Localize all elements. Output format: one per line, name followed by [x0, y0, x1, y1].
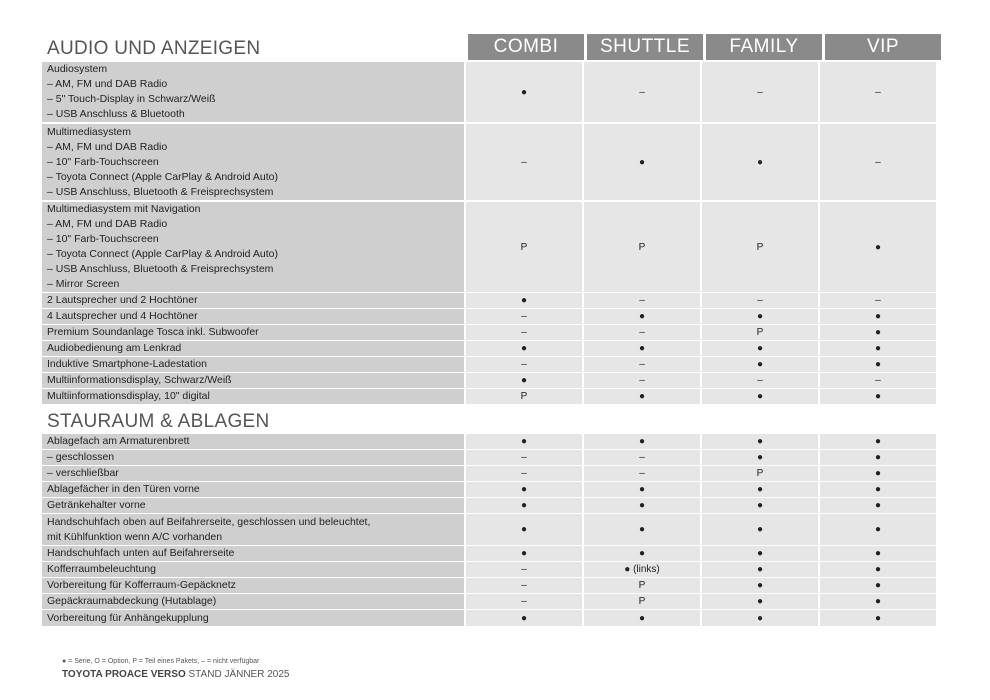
row-value-shuttle: – [584, 62, 700, 122]
table-row [42, 610, 942, 626]
row-value-shuttle: ● (links) [584, 562, 700, 577]
table-row [42, 202, 942, 292]
table-row [42, 546, 942, 561]
row-value-combi: – [466, 309, 582, 324]
row-value-shuttle: ● [584, 389, 700, 404]
row-value-combi: – [466, 578, 582, 593]
brand-name: TOYOTA PROACE VERSO [62, 669, 186, 680]
row-value-shuttle: ● [584, 124, 700, 200]
row-value-vip: ● [820, 514, 936, 545]
row-value-vip: ● [820, 562, 936, 577]
row-value-vip: ● [820, 610, 936, 626]
row-value-combi: ● [466, 62, 582, 122]
row-value-shuttle: – [584, 293, 700, 308]
row-label: Handschuhfach oben auf Beifahrerseite, geschlossen und beleuchtet, mit Kühlfunktion wenn A/C vorhanden [42, 514, 464, 545]
row-value-family: ● [702, 434, 818, 449]
row-value-family: ● [702, 389, 818, 404]
row-value-vip: ● [820, 357, 936, 372]
row-value-shuttle: – [584, 373, 700, 388]
row-value-family: ● [702, 357, 818, 372]
row-value-family: – [702, 293, 818, 308]
row-value-shuttle: P [584, 202, 700, 292]
row-value-vip: ● [820, 309, 936, 324]
row-value-combi: – [466, 450, 582, 465]
row-label: Gepäckraumabdeckung (Hutablage) [42, 594, 464, 609]
row-value-family: ● [702, 309, 818, 324]
row-label: Kofferraumbeleuchtung [42, 562, 464, 577]
row-label: Audiosystem – AM, FM und DAB Radio – 5" Touch-Display in Schwarz/Weiß – USB Anschluss & Bluetooth [42, 62, 464, 122]
row-value-family: ● [702, 610, 818, 626]
row-value-vip: ● [820, 498, 936, 513]
row-value-family: P [702, 325, 818, 340]
row-value-family: P [702, 466, 818, 481]
column-header-combi: COMBI [468, 34, 584, 60]
row-value-vip: – [820, 124, 936, 200]
row-label: 2 Lautsprecher und 2 Hochtöner [42, 293, 464, 308]
column-header-family: FAMILY [706, 34, 822, 60]
row-label: Multiinformationsdisplay, Schwarz/Weiß [42, 373, 464, 388]
stand-date: STAND JÄNNER 2025 [185, 669, 290, 680]
row-value-shuttle: P [584, 578, 700, 593]
row-value-combi: P [466, 202, 582, 292]
row-label: – verschließbar [42, 466, 464, 481]
row-value-vip: ● [820, 578, 936, 593]
row-value-vip: ● [820, 594, 936, 609]
row-value-family: ● [702, 546, 818, 561]
table-row [42, 62, 942, 122]
row-value-vip: – [820, 293, 936, 308]
row-value-shuttle: ● [584, 610, 700, 626]
row-value-family: ● [702, 450, 818, 465]
row-label: Getränkehalter vorne [42, 498, 464, 513]
row-value-vip: – [820, 62, 936, 122]
row-value-shuttle: ● [584, 482, 700, 497]
row-value-combi: – [466, 562, 582, 577]
row-label: 4 Lautsprecher und 4 Hochtöner [42, 309, 464, 324]
table-row [42, 309, 942, 324]
footer-brand [62, 669, 289, 680]
row-value-family: – [702, 62, 818, 122]
table-row [42, 498, 942, 513]
table-row [42, 357, 942, 372]
table-row [42, 562, 942, 577]
row-value-vip: – [820, 373, 936, 388]
row-value-shuttle: – [584, 357, 700, 372]
table-row [42, 434, 942, 449]
table-row [42, 341, 942, 356]
row-value-vip: ● [820, 202, 936, 292]
row-label: Ablagefächer in den Türen vorne [42, 482, 464, 497]
row-value-vip: ● [820, 325, 936, 340]
row-value-family: ● [702, 562, 818, 577]
row-label: Handschuhfach unten auf Beifahrerseite [42, 546, 464, 561]
row-value-family: ● [702, 482, 818, 497]
row-label: Audiobedienung am Lenkrad [42, 341, 464, 356]
table-row [42, 389, 942, 404]
row-value-family: – [702, 373, 818, 388]
row-value-shuttle: ● [584, 498, 700, 513]
table-row [42, 594, 942, 609]
row-value-combi: ● [466, 341, 582, 356]
table-row [42, 482, 942, 497]
row-label: Induktive Smartphone-Ladestation [42, 357, 464, 372]
row-label: Multiinformationsdisplay, 10" digital [42, 389, 464, 404]
row-value-vip: ● [820, 466, 936, 481]
row-label: Multimediasystem – AM, FM und DAB Radio – 10" Farb-Touchscreen – Toyota Connect (Apple CarPlay & Android Auto) – USB Anschluss, Bluetooth & Freisprechsystem [42, 124, 464, 200]
row-value-vip: ● [820, 341, 936, 356]
row-value-shuttle: ● [584, 434, 700, 449]
legend-text: ● = Serie, O = Option, P = Teil eines Pakets, – = nicht verfügbar [62, 658, 260, 665]
row-value-vip: ● [820, 482, 936, 497]
table-row [42, 514, 942, 545]
row-value-shuttle: ● [584, 309, 700, 324]
table-row [42, 293, 942, 308]
row-value-family: ● [702, 124, 818, 200]
row-label: Premium Soundanlage Tosca inkl. Subwoofer [42, 325, 464, 340]
row-label: Vorbereitung für Anhängekupplung [42, 610, 464, 626]
section-title-storage: STAURAUM & ABLAGEN [47, 411, 270, 432]
row-value-combi: – [466, 325, 582, 340]
row-value-family: ● [702, 578, 818, 593]
row-value-vip: ● [820, 546, 936, 561]
row-label: – geschlossen [42, 450, 464, 465]
row-value-combi: – [466, 357, 582, 372]
table-row [42, 578, 942, 593]
column-header-shuttle: SHUTTLE [587, 34, 703, 60]
table-row [42, 450, 942, 465]
row-value-combi: ● [466, 546, 582, 561]
table-row [42, 124, 942, 200]
row-value-combi: – [466, 594, 582, 609]
row-value-family: P [702, 202, 818, 292]
row-value-family: ● [702, 341, 818, 356]
row-value-shuttle: – [584, 466, 700, 481]
row-value-combi: ● [466, 482, 582, 497]
row-value-combi: – [466, 124, 582, 200]
table-row [42, 325, 942, 340]
row-value-shuttle: ● [584, 514, 700, 545]
row-value-shuttle: ● [584, 546, 700, 561]
row-value-shuttle: – [584, 325, 700, 340]
row-value-combi: – [466, 466, 582, 481]
row-value-vip: ● [820, 434, 936, 449]
row-value-combi: P [466, 389, 582, 404]
row-value-vip: ● [820, 389, 936, 404]
column-header-vip: VIP [825, 34, 941, 60]
row-label: Vorbereitung für Kofferraum-Gepäcknetz [42, 578, 464, 593]
row-value-combi: ● [466, 498, 582, 513]
row-value-combi: ● [466, 514, 582, 545]
row-value-shuttle: P [584, 594, 700, 609]
row-value-shuttle: ● [584, 341, 700, 356]
row-value-combi: ● [466, 610, 582, 626]
row-value-combi: ● [466, 373, 582, 388]
row-label: Multimediasystem mit Navigation – AM, FM und DAB Radio – 10" Farb-Touchscreen – Toyota Connect (Apple CarPlay & Android Auto) – USB Anschluss, Bluetooth & Freisprechsystem – Mirror Screen [42, 202, 464, 292]
row-value-family: ● [702, 594, 818, 609]
row-label: Ablagefach am Armaturenbrett [42, 434, 464, 449]
section-title-audio: AUDIO UND ANZEIGEN [47, 38, 261, 59]
row-value-vip: ● [820, 450, 936, 465]
table-row [42, 373, 942, 388]
row-value-combi: ● [466, 293, 582, 308]
row-value-shuttle: – [584, 450, 700, 465]
table-row [42, 466, 942, 481]
row-value-family: ● [702, 514, 818, 545]
row-value-family: ● [702, 498, 818, 513]
row-value-combi: ● [466, 434, 582, 449]
